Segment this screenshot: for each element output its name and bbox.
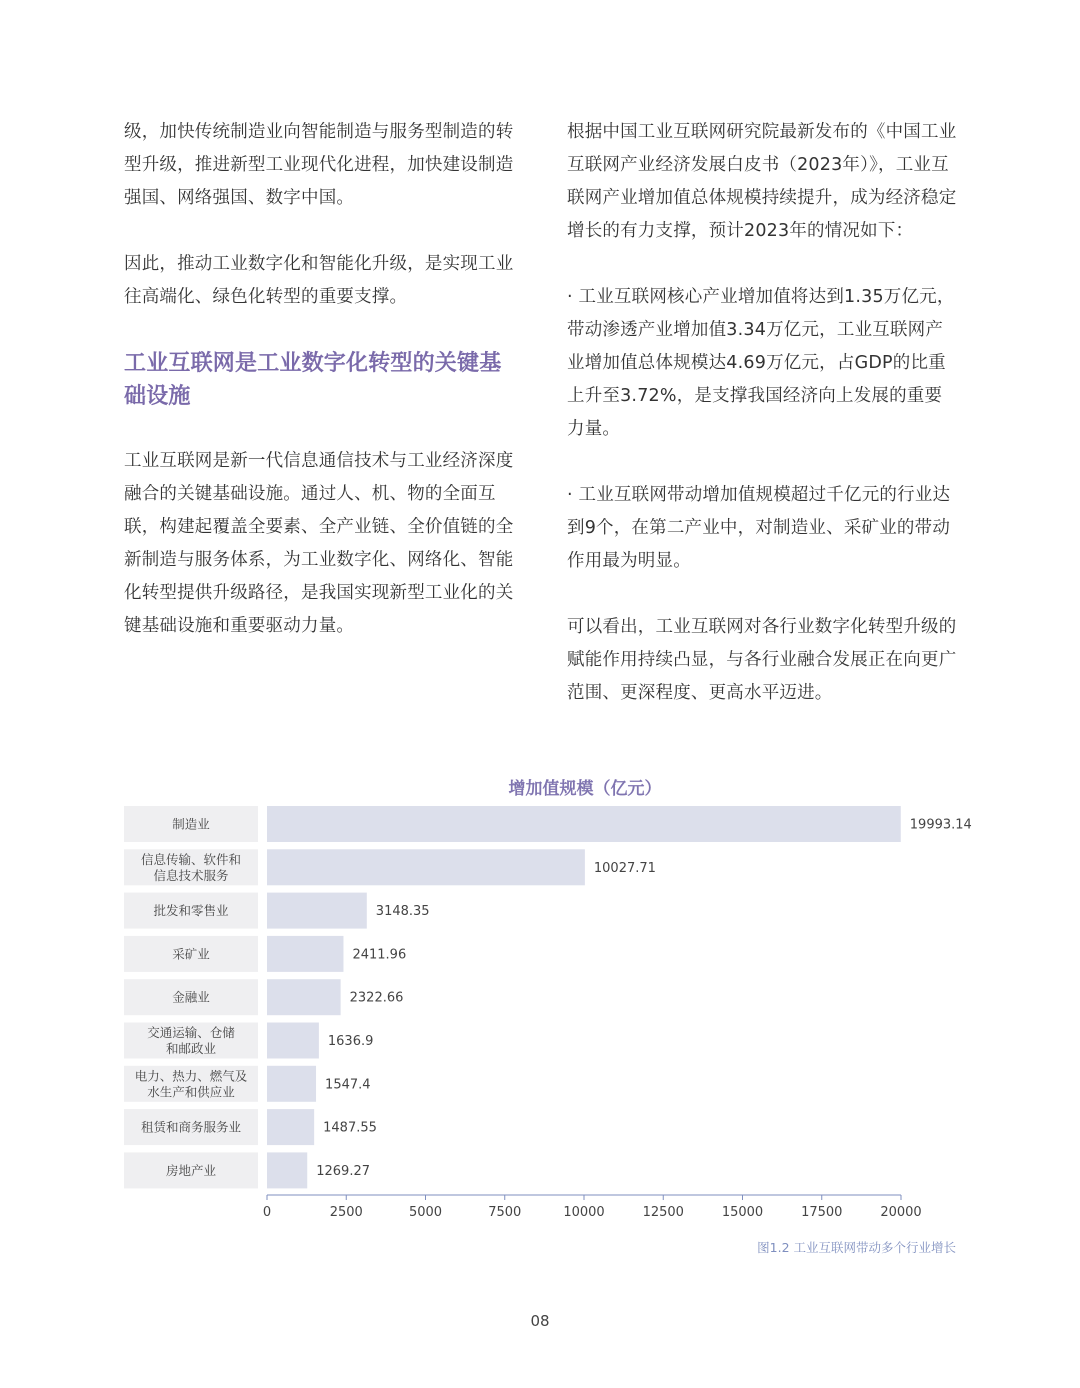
bar bbox=[267, 849, 585, 885]
category-label: 采矿业 bbox=[172, 946, 210, 962]
section-heading: 工业互联网是工业数字化转型的关键基础设施 bbox=[124, 351, 502, 409]
left-paragraph-1: 级，加快传统制造业向智能制造与服务型制造的转型升级，推进新型工业现代化进程，加快建设制造强国、网络强国、数字中国。 bbox=[124, 122, 514, 208]
bar-value-label: 1269.27 bbox=[316, 1163, 371, 1179]
category-label: 租赁和商务服务业 bbox=[140, 1119, 242, 1135]
bar-value-label: 10027.71 bbox=[593, 860, 656, 876]
right-paragraph-2: 可以看出，工业互联网对各行业数字化转型升级的赋能作用持续凸显，与各行业融合发展正在向更广范围、更深程度、更高水平迈进。 bbox=[567, 617, 957, 703]
left-paragraph-3: 工业互联网是新一代信息通信技术与工业经济深度融合的关键基础设施。通过人、机、物的全面互联，构建起覆盖全要素、全产业链、全价值链的全新制造与服务体系，为工业数字化、网络化、智能化转型提供升级路径，是我国实现新型工业化的关键基础设施和重要驱动力量。 bbox=[124, 451, 514, 636]
bar bbox=[267, 893, 367, 929]
page-number: 08 bbox=[530, 1312, 550, 1330]
x-axis-tick-label: 20000 bbox=[880, 1205, 922, 1220]
category-label: 电力、热力、燃气及 bbox=[134, 1068, 248, 1084]
chart-title: 增加值规模（亿元） bbox=[508, 779, 662, 799]
left-paragraph-2: 因此，推动工业数字化和智能化升级，是实现工业往高端化、绿色化转型的重要支撑。 bbox=[124, 254, 514, 307]
bar-value-label: 1636.9 bbox=[327, 1034, 374, 1049]
bar-value-label: 1547.4 bbox=[325, 1077, 371, 1093]
bar-value-label: 1487.55 bbox=[323, 1120, 377, 1136]
category-label: 制造业 bbox=[172, 816, 210, 832]
right-paragraph-1: 根据中国工业互联网研究院最新发布的《中国工业互联网产业经济发展白皮书（2023年）》，工业互联网产业增加值总体规模持续提升，成为经济稳定增长的有力支撑，预计2023年的情况如下： bbox=[567, 122, 957, 241]
x-axis-tick-label: 5000 bbox=[408, 1205, 443, 1220]
x-axis-tick-label: 10000 bbox=[563, 1205, 605, 1220]
x-axis-tick-label: 17500 bbox=[801, 1205, 843, 1220]
bar bbox=[267, 1023, 319, 1059]
category-label: 金融业 bbox=[172, 989, 210, 1005]
category-label: 房地产业 bbox=[165, 1162, 217, 1178]
bar bbox=[267, 936, 343, 972]
figure-caption: 图1.2 工业互联网带动多个行业增长 bbox=[757, 1240, 956, 1255]
x-axis-tick-label: 2500 bbox=[329, 1205, 363, 1220]
bullet-point-1: · 工业互联网核心产业增加值将达到1.35万亿元，带动渗透产业增加值3.34万亿元，工业互联网产业增加值总体规模达4.69万亿元，占GDP的比重上升至3.72%，是支撑我国经济向上发展的重要力量。 bbox=[567, 287, 955, 439]
bar bbox=[267, 979, 341, 1015]
x-axis-tick-label: 7500 bbox=[488, 1205, 522, 1220]
bar bbox=[267, 1066, 316, 1102]
bar-value-label: 2411.96 bbox=[352, 947, 407, 963]
x-axis-tick-label: 0 bbox=[262, 1205, 272, 1220]
category-label: 信息技术服务 bbox=[153, 867, 229, 883]
category-label: 批发和零售业 bbox=[153, 903, 229, 919]
bullet-point-2: · 工业互联网带动增加值规模超过千亿元的行业达到9个，在第二产业中，对制造业、采矿业的带动作用最为明显。 bbox=[567, 485, 951, 571]
category-label: 信息传输、软件和 bbox=[140, 851, 242, 867]
bar-value-label: 2322.66 bbox=[349, 990, 404, 1006]
bar-value-label: 19993.14 bbox=[909, 817, 972, 833]
bar bbox=[267, 1152, 307, 1188]
category-label: 交通运输、仓储 bbox=[147, 1025, 235, 1040]
bar-value-label: 3148.35 bbox=[375, 904, 430, 920]
x-axis-tick-label: 12500 bbox=[642, 1205, 684, 1220]
bar bbox=[267, 806, 901, 842]
category-label: 和邮政业 bbox=[165, 1041, 217, 1056]
bar bbox=[267, 1109, 314, 1145]
x-axis-tick-label: 15000 bbox=[721, 1205, 764, 1220]
category-label: 水生产和供应业 bbox=[147, 1084, 235, 1100]
